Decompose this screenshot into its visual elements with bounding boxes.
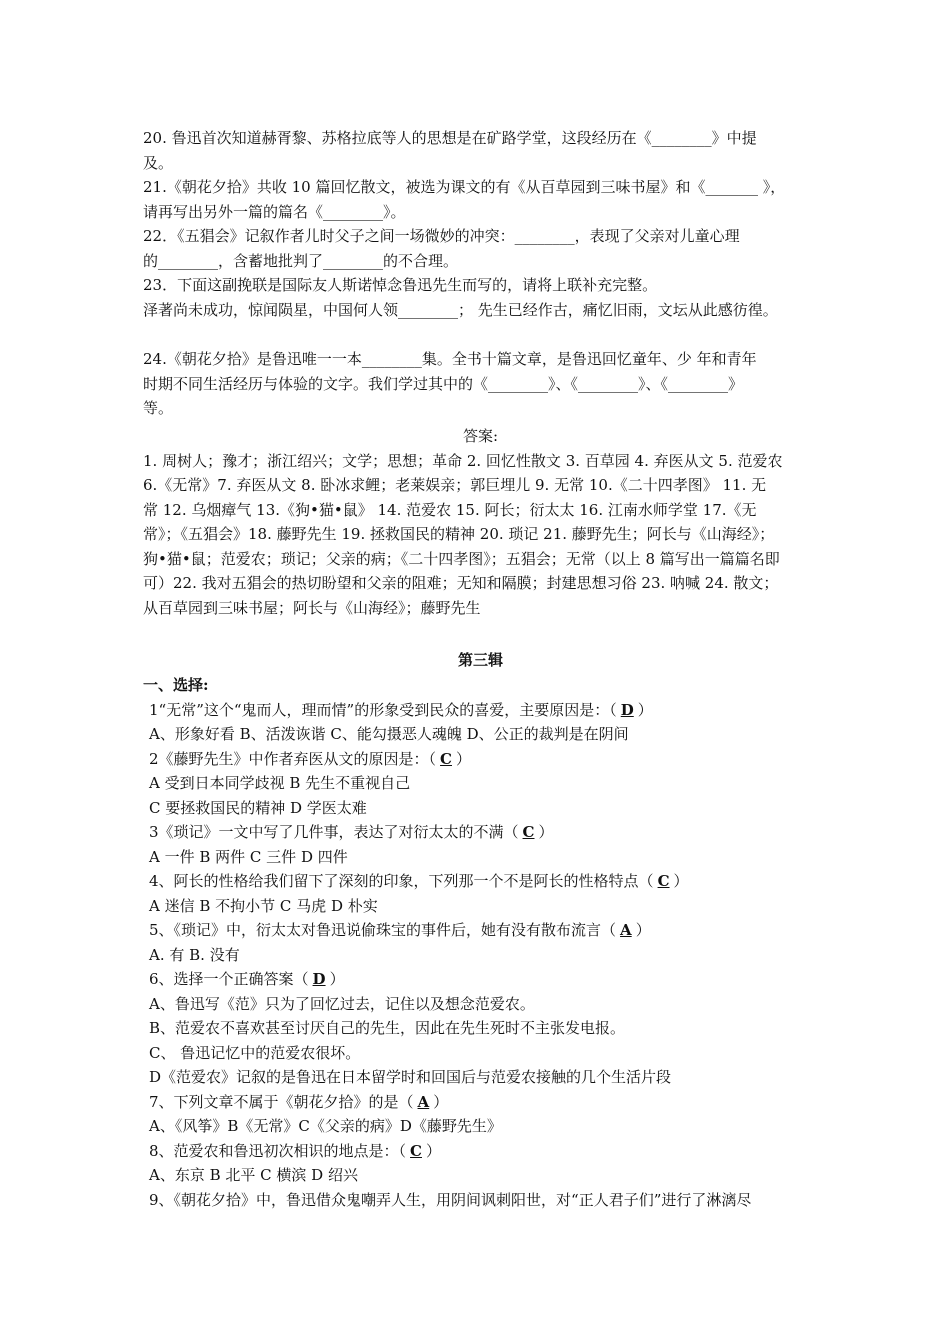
- choice-option-line: [149, 722, 818, 747]
- question-line: 22．《五猖会》记叙作者儿时父子之间一场微妙的冲突：________，表现了父亲对儿童心理: [143, 227, 740, 245]
- choice-text: 1“无常”这个“鬼而人，理而情”的形象受到民众的喜爱，主要原因是：（: [149, 700, 617, 719]
- choice-text: A 一件 B 两件 C 三件 D 四件: [149, 847, 348, 866]
- choice-section: [143, 673, 818, 1212]
- question-line: 24.《朝花夕拾》是鲁迅唯一一本________集。全书十篇文章，是鲁迅回忆童年、少 年和青年: [143, 350, 757, 368]
- closing-paren: ）: [426, 1141, 442, 1160]
- choice-option-line: [149, 796, 818, 821]
- closing-paren: ）: [329, 970, 345, 988]
- choice-question: [149, 747, 818, 772]
- choice-text: 4、阿长的性格给我们留下了深刻的印象，下列那一个不是阿长的性格特点（: [149, 872, 654, 890]
- closing-paren: ）: [433, 1092, 449, 1111]
- choice-text: A 迷信 B 不拘小节 C 马虎 D 朴实: [149, 896, 378, 915]
- answer-line: 狗•猫•鼠；范爱农；琐记；父亲的病；《二十四孝图》；五猖会；无常（以上 8 篇写出一篇篇名即: [143, 549, 780, 568]
- question-line: 23．下面这副挽联是国际友人斯诺悼念鲁迅先生而写的，请将上联补充完整。: [143, 276, 658, 294]
- question-line: 21.《朝花夕拾》共收 10 篇回忆散文，被选为课文的有《从百草园到三味书屋》和《_______ 》，: [143, 178, 786, 196]
- choice-option-line: [149, 1114, 818, 1139]
- answer-letter: C: [657, 872, 670, 890]
- choice-option-line: [149, 1188, 818, 1213]
- answer-letter: C: [410, 1141, 422, 1160]
- choice-question: [149, 1090, 818, 1115]
- choice-option-line: [149, 943, 818, 968]
- choice-text: A、鲁迅写《范》只为了回忆过去，记住以及想念范爱农。: [149, 994, 535, 1013]
- answer-letter: C: [522, 823, 535, 841]
- choice-option-line: [149, 845, 818, 870]
- section-title-block: [143, 648, 818, 673]
- answer-line: 常》；《五猖会》18. 藤野先生 19. 拯救国民的精神 20. 琐记 21. 藤野先生；阿长与《山海经》；: [143, 525, 775, 543]
- answer-line: 6.《无常》7. 弃医从文 8. 卧冰求鲤；老莱娱亲；郭巨埋儿 9. 无常 10.《二十四孝图》 11. 无: [143, 476, 767, 494]
- choice-option-line: [149, 1016, 818, 1041]
- choice-text: D《范爱农》记叙的是鲁迅在日本留学时和回国后与范爱农接触的几个生活片段: [149, 1068, 672, 1086]
- choice-option-line: [149, 894, 818, 919]
- choice-text: A、形象好看 B、活泼诙谐 C、能勾摄恶人魂魄 D、公正的裁判是在阴间: [149, 725, 629, 743]
- answer-letter: D: [620, 700, 634, 719]
- closing-paren: ）: [673, 872, 689, 890]
- choice-text: 8、范爱农和鲁迅初次相识的地点是：（: [149, 1141, 407, 1160]
- choice-list: [143, 698, 818, 1213]
- question-line: 请再写出另外一篇的篇名《________》。: [143, 202, 406, 221]
- answer-line: 1. 周树人；豫才；浙江绍兴；文学；思想；革命 2. 回忆性散文 3. 百草园 4. 弃医从文 5. 范爱农: [143, 451, 783, 470]
- choice-question: [149, 1139, 818, 1164]
- choice-text: C、 鲁迅记忆中的范爱农很坏。: [149, 1043, 361, 1062]
- choice-text: A、《风筝》B《无常》C《父亲的病》D《藤野先生》: [149, 1117, 502, 1135]
- answers-title: 答案:: [462, 427, 499, 445]
- question-line: 20. 鲁迅首次知道赫胥黎、苏格拉底等人的思想是在矿路学堂，这段经历在《________》中提: [143, 129, 757, 147]
- answer-line: 从百草园到三味书屋；阿长与《山海经》；藤野先生: [143, 598, 481, 617]
- choice-text: A、东京 B 北平 C 横滨 D 绍兴: [149, 1166, 358, 1184]
- question-24: [143, 347, 818, 421]
- choice-text: A 受到日本同学歧视 B 先生不重视自己: [149, 774, 411, 792]
- choice-option-line: [149, 771, 818, 796]
- choice-text: 9、《朝花夕拾》中，鲁迅借众鬼嘲弄人生，用阴间讽刺阳世，对“正人君子们”进行了淋漓尽: [149, 1190, 752, 1209]
- choice-option-line: [149, 1065, 818, 1090]
- choice-question: [149, 698, 818, 723]
- closing-paren: ）: [637, 700, 653, 719]
- answer-line: 常 12. 乌烟瘴气 13.《狗•猫•鼠》 14. 范爱农 15. 阿长；衍太太 16. 江南水师学堂 17.《无: [143, 500, 757, 519]
- answer-letter: D: [312, 970, 326, 988]
- choice-question: [149, 967, 818, 992]
- choice-option-line: [149, 992, 818, 1017]
- choice-question: [149, 918, 818, 943]
- choice-option-line: [149, 1163, 818, 1188]
- answer-letter: A: [417, 1092, 430, 1111]
- question-line: 时期不同生活经历与体验的文字。我们学过其中的《________》、《________》、《________》: [143, 374, 744, 393]
- answers-section: [143, 424, 818, 620]
- choice-text: 6、选择一个正确答案（: [149, 970, 309, 988]
- choice-question: [149, 869, 818, 894]
- answer-line: 可）22. 我对五猖会的热切盼望和父亲的阻难；无知和隔膜；封建思想习俗 23. 呐喊 24. 散文；: [143, 574, 779, 592]
- closing-paren: ）: [635, 921, 651, 939]
- choice-text: 3《琐记》一文中写了几件事，表达了对衍太太的不满（: [149, 823, 519, 841]
- choice-text: C 要拯救国民的精神 D 学医太难: [149, 798, 367, 817]
- answer-letter: C: [440, 749, 452, 768]
- choice-text: A. 有 B. 没有: [149, 945, 240, 964]
- choice-text: 5、《琐记》中，衍太太对鲁迅说偷珠宝的事件后，她有没有散布流言（: [149, 921, 617, 939]
- question-line: 泽著尚未成功，惊闻陨星，中国何人领________； 先生已经作古，痛忆旧雨，文坛从此感彷徨。: [143, 300, 778, 319]
- choice-option-line: [149, 1041, 818, 1066]
- choice-text: 7、下列文章不属于《朝花夕拾》的是（: [149, 1092, 414, 1111]
- question-line: 等。: [143, 399, 174, 417]
- choice-text: 2《藤野先生》中作者弃医从文的原因是：（: [149, 749, 437, 768]
- question-line: 的________，含蓄地批判了________的不合理。: [143, 251, 459, 270]
- choice-text: B、范爱农不喜欢甚至讨厌自己的先生，因此在先生死时不主张发电报。: [149, 1019, 626, 1037]
- question-line: 及。: [143, 153, 174, 172]
- choice-question: [149, 820, 818, 845]
- answer-letter: A: [620, 921, 632, 939]
- section-title: 第三辑: [457, 651, 503, 669]
- closing-paren: ）: [538, 823, 554, 841]
- closing-paren: ）: [456, 749, 472, 768]
- choice-heading: 一、选择:: [143, 676, 209, 694]
- fill-in-questions: [143, 126, 818, 322]
